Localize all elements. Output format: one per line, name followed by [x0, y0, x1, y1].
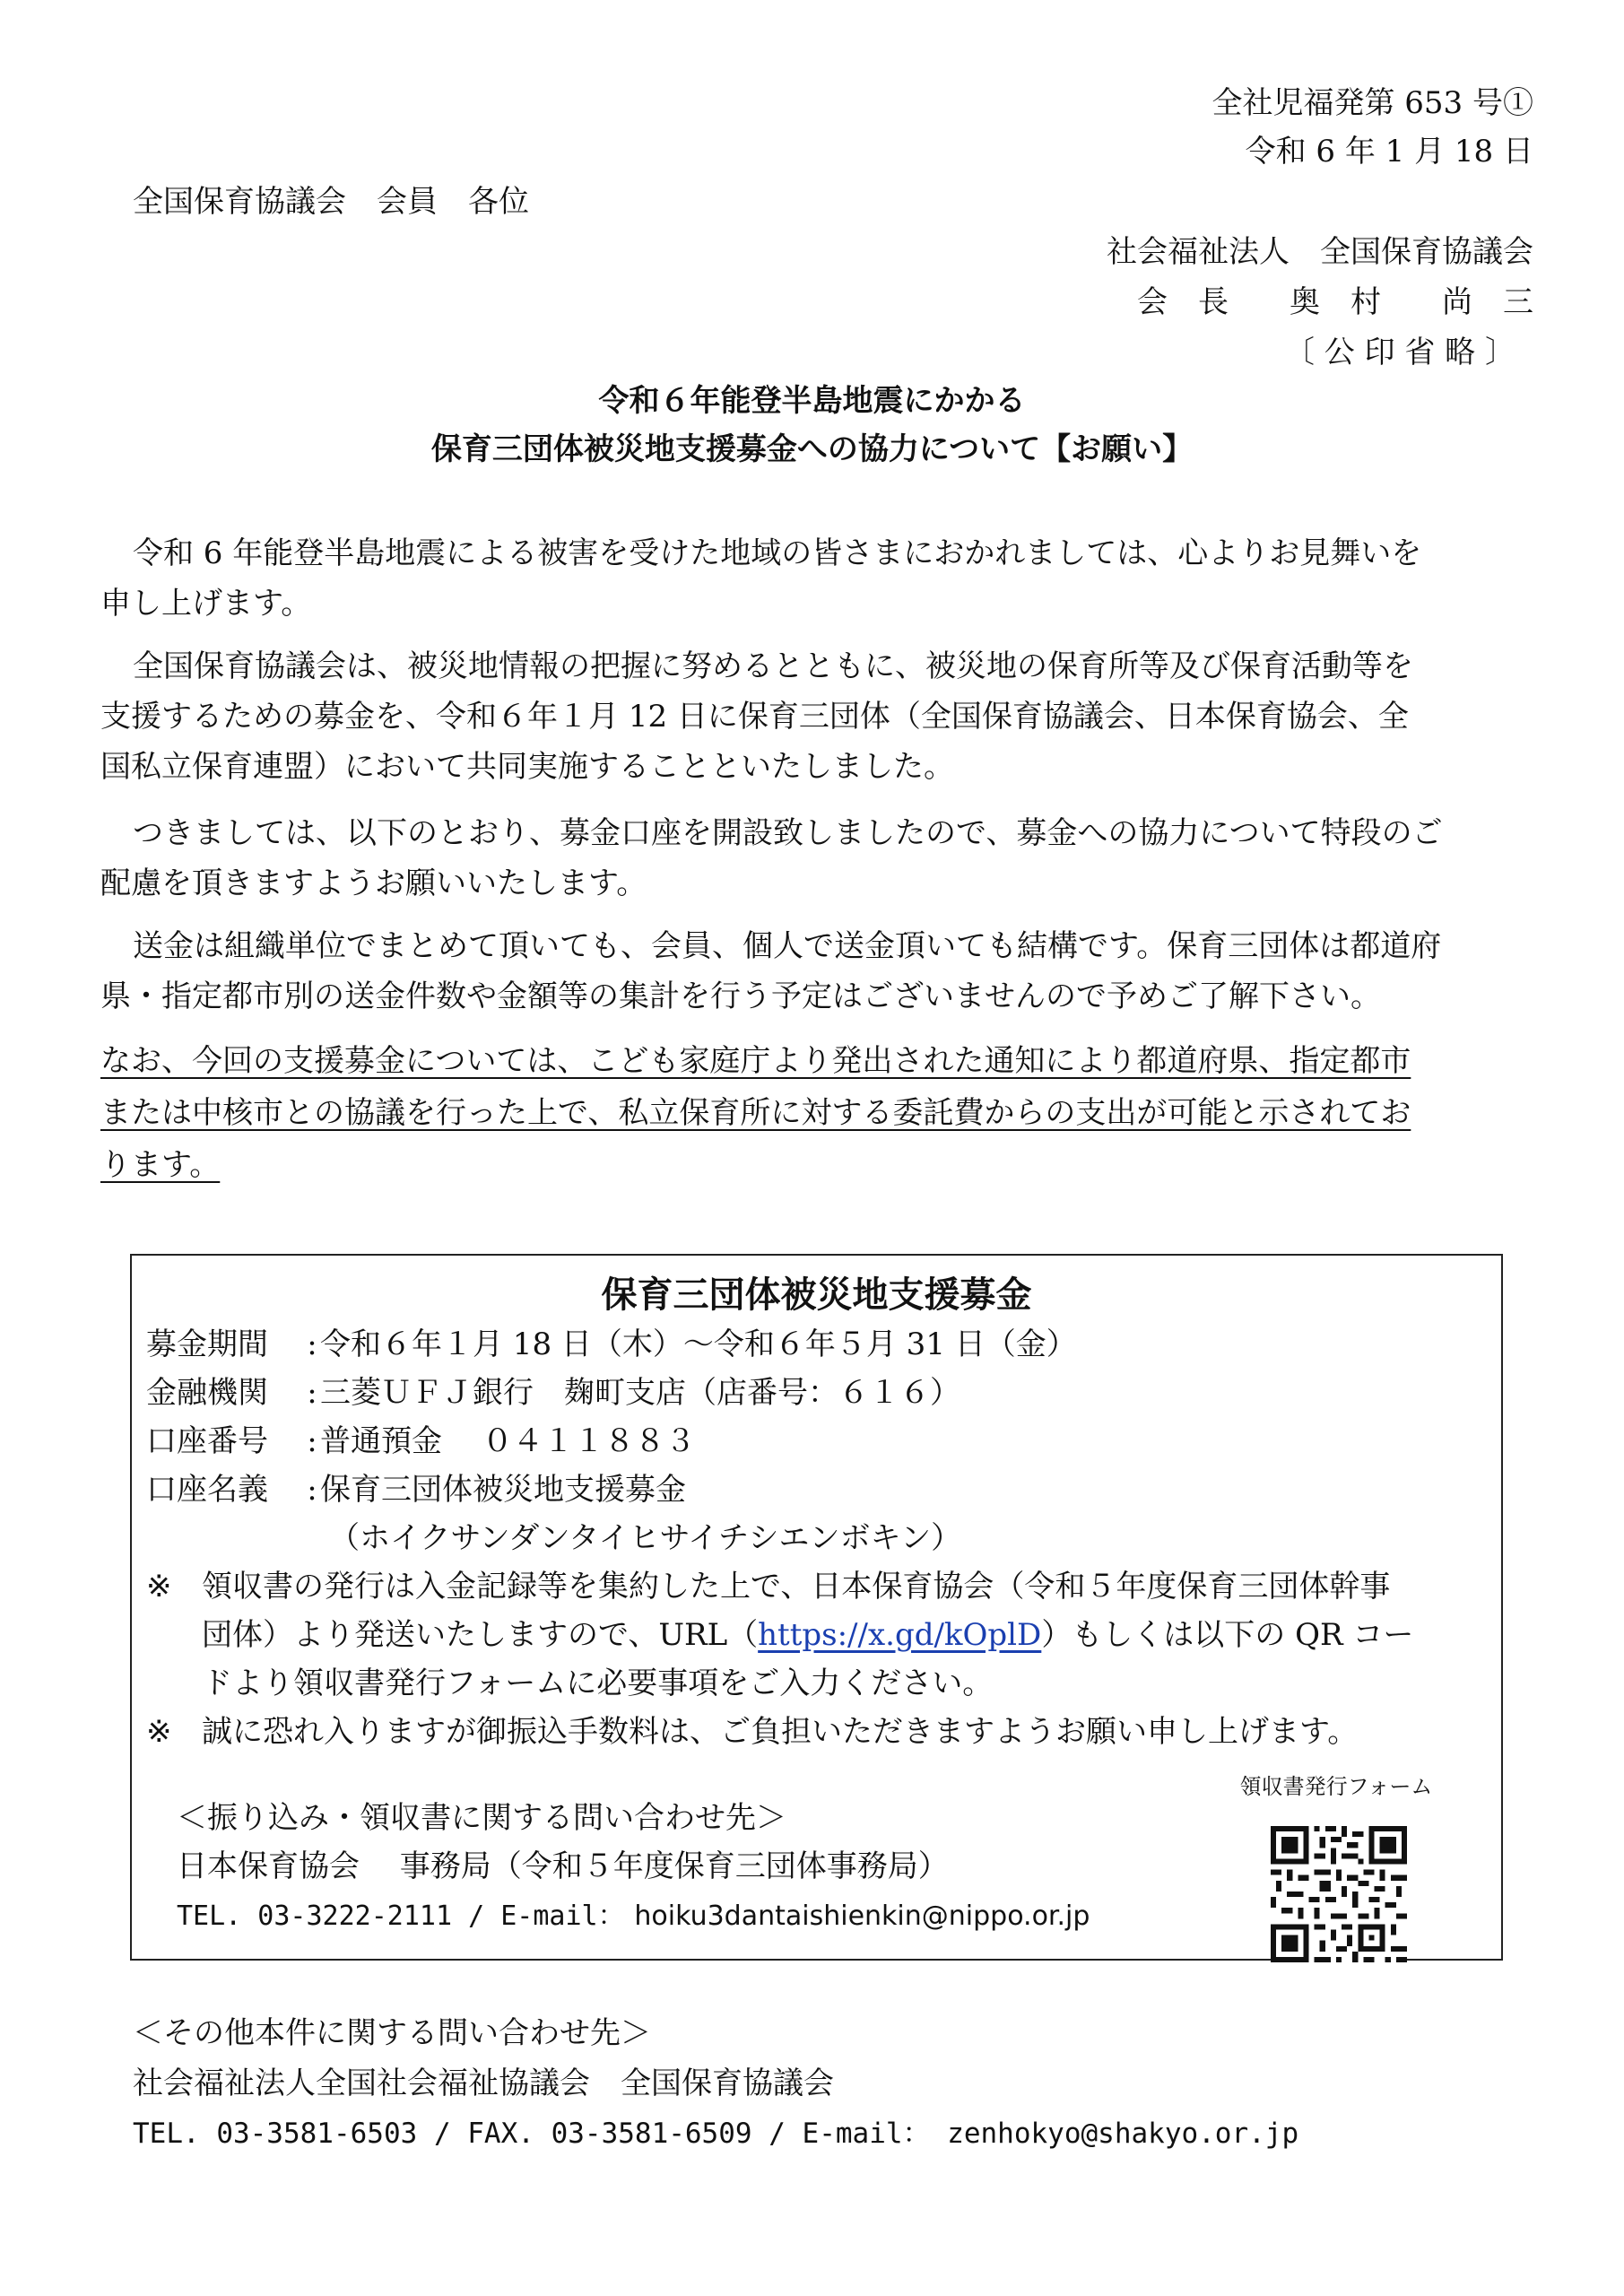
fund-period-row: [146, 1326, 1077, 1362]
document-title-line1: 令和６年能登半島地震にかかる: [598, 383, 1026, 419]
note-mark-1: ※: [146, 1569, 172, 1605]
body-line-9: 県・指定都市別の送金件数や金額等の集計を行う予定はございませんので予めご了解下さい。: [100, 978, 1381, 1014]
receipt-note-line-3: ドより領収書発行フォームに必要事項をご入力ください。: [202, 1665, 994, 1701]
document-date: 令和 6 年 1 月 18 日: [1245, 134, 1533, 170]
body-line-4: 支援するための募金を、令和６年１月 12 日に保育三団体（全国保育協議会、日本保育協会、全: [100, 699, 1409, 735]
body-line-8: 送金は組織単位でまとめて頂いても、会員、個人で送金頂いても結構です。保育三団体は都道府: [133, 928, 1442, 964]
fund-box-title: 保育三団体被災地支援募金: [601, 1274, 1032, 1316]
transfer-contact-line: [177, 1900, 1090, 1930]
fund-bank-row: [146, 1375, 960, 1411]
document-title-line2: 保育三団体被災地支援募金への協力について【お願い】: [430, 431, 1194, 467]
transfer-contact-email[interactable]: hoiku3dantaishienkin@nippo.or.jp: [634, 1900, 1090, 1932]
fund-holder-label: 口座名義: [146, 1472, 268, 1508]
colon-separator: :: [307, 1375, 317, 1411]
seal-omitted-note: 〔 公 印 省 略 〕: [1283, 335, 1515, 370]
sender-name: 会 長 奥 村 尚 三: [1137, 284, 1533, 320]
body-line-1: 令和 6 年能登半島地震による被害を受けた地域の皆さまにおかれましては、心よりお見舞いを: [133, 535, 1422, 571]
qr-code-icon[interactable]: [1271, 1826, 1407, 1962]
fund-info-box: [130, 1254, 1503, 1961]
recipient-line: 全国保育協議会 会員 各位: [133, 184, 529, 220]
fund-period-label: 募金期間: [146, 1326, 268, 1362]
body-line-5: 国私立保育連盟）において共同実施することといたしました。: [100, 749, 954, 785]
transfer-contact-organization: 日本保育協会 事務局（令和５年度保育三団体事務局）: [177, 1848, 949, 1884]
transfer-contact-heading: ＜振り込み・領収書に関する問い合わせ先＞: [177, 1800, 786, 1836]
general-contact-details: TEL. 03-3581-6503 / FAX. 03-3581-6509 / E-mail： zenhokyo@shakyo.or.jp: [133, 2118, 1299, 2150]
receipt-note-line-1: 領収書の発行は入金記録等を集約した上で、日本保育協会（令和５年度保育三団体幹事: [202, 1569, 1391, 1605]
transfer-contact-tel: TEL. 03-3222-2111 / E-mail：: [177, 1900, 625, 1932]
fund-account-label: 口座番号: [146, 1423, 268, 1459]
transfer-fee-note: 誠に恐れ入りますが御振込手数料は、ご負担いただきますようお願い申し上げます。: [202, 1714, 1359, 1750]
body-line-6: つきましては、以下のとおり、募金口座を開設致しましたので、募金への協力について特段のご: [133, 815, 1443, 851]
colon-separator: :: [307, 1423, 317, 1459]
note-mark-2: ※: [146, 1714, 172, 1750]
underlined-notice-line-3: ります。: [100, 1147, 221, 1183]
body-line-3: 全国保育協議会は、被災地情報の把握に努めるとともに、被災地の保育所等及び保育活動等を: [133, 648, 1413, 684]
fund-account-value: 普通預金 ０４１１８８３: [320, 1423, 696, 1459]
underlined-notice-line-2: または中核市との協議を行った上で、私立保育所に対する委託費からの支出が可能と示されてお: [100, 1095, 1411, 1131]
general-contact-organization: 社会福祉法人全国社会福祉協議会 全国保育協議会: [133, 2066, 834, 2101]
colon-separator: :: [307, 1472, 317, 1508]
fund-holder-row: [146, 1472, 686, 1508]
fund-holder-kana: （ホイクサンダンタイヒサイチシエンボキン）: [329, 1520, 962, 1556]
receipt-form-url-link[interactable]: https://x.gd/kOplD: [758, 1617, 1042, 1653]
receipt-note-line-2-post: ）もしくは以下の QR コー: [1041, 1617, 1414, 1653]
fund-holder-value: 保育三団体被災地支援募金: [320, 1472, 686, 1508]
document-number: 全社児福発第 653 号①: [1211, 85, 1533, 121]
fund-bank-value: 三菱ＵＦＪ銀行 麹町支店（店番号：６１６）: [320, 1375, 960, 1411]
sender-organization: 社会福祉法人 全国保育協議会: [1107, 234, 1533, 270]
underlined-notice-line-1: なお、今回の支援募金については、こども家庭庁より発出された通知により都道府県、指定都市: [100, 1043, 1411, 1079]
qr-code-caption: 領収書発行フォーム: [1239, 1774, 1433, 1799]
receipt-note-line-2-pre: 団体）より発送いたしますので、URL（: [202, 1617, 759, 1653]
fund-bank-label: 金融機関: [146, 1375, 268, 1411]
receipt-note-line-2: [202, 1617, 1414, 1653]
body-line-2: 申し上げます。: [100, 586, 312, 622]
fund-account-row: [146, 1423, 696, 1459]
fund-period-value: 令和６年１月 18 日（木）～令和６年５月 31 日（金）: [320, 1326, 1077, 1362]
body-line-7: 配慮を頂きますようお願いいたします。: [100, 865, 647, 901]
general-contact-heading: ＜その他本件に関する問い合わせ先＞: [133, 2015, 651, 2051]
colon-separator: :: [307, 1326, 317, 1362]
